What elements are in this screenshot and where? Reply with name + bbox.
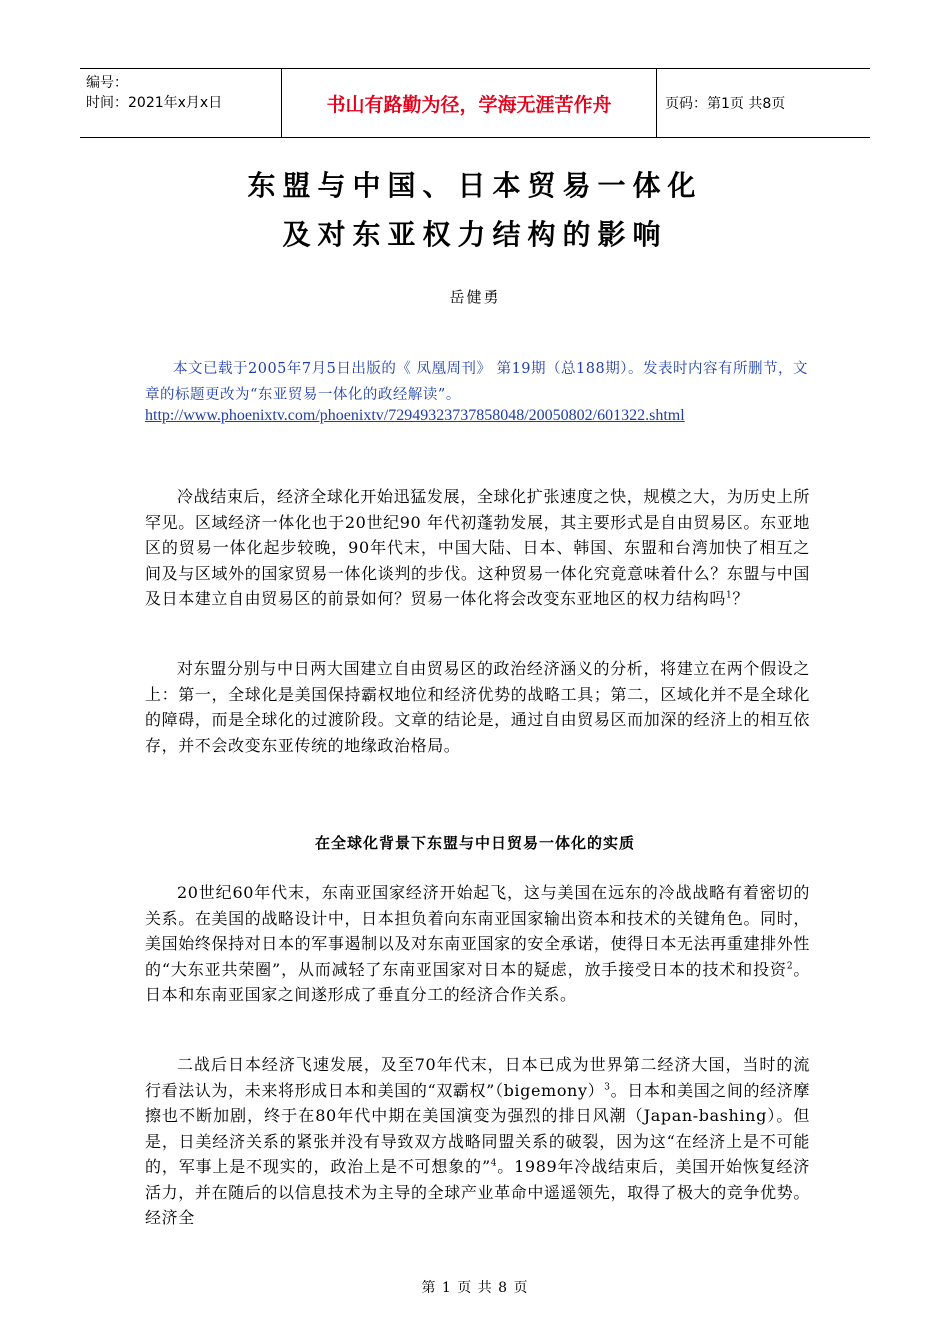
page-header <box>80 68 870 138</box>
paragraph-1-tail: ？ <box>732 589 749 608</box>
paragraph-3 <box>145 880 810 1008</box>
document-title-line2: 及对东亚权力结构的影响 <box>282 218 668 251</box>
paragraph-2: 对东盟分别与中日两大国建立自由贸易区的政治经济涵义的分析，将建立在两个假设之上：第一，全球化是美国保持霸权地位和经济优势的战略工具；第二，区域化并不是全球化的障碍，而是全球化的过渡阶段。文章的结论是，通过自由贸易区而加深的经济上的相互依存，并不会改变东亚传统的地缘政治格局。 <box>145 659 810 755</box>
paragraph-4 <box>145 1052 810 1231</box>
paragraph-3-tail: 。日本和东南亚国家之间遂形成了垂直分工的经济合作关系。 <box>145 959 810 1004</box>
paragraph-1 <box>145 484 810 612</box>
header-motto: 书山有路勤为径，学海无涯苦作舟 <box>281 69 657 137</box>
paragraph-4-part-b: 。日本和美国之间的经济摩擦也不断加剧，终于在80年代中期在美国演变为强烈的排日风潮（Japan-bashing）。但是，日美经济关系的紧张并没有导致双方战略同盟关系的破裂，因为这“在经济上是不可能的，军事上是不现实的，政治上是不可想象的” <box>145 1080 811 1176</box>
footnote-ref-1[interactable]: 1 <box>726 590 733 601</box>
paragraph-1-text: 冷战结束后，经济全球化开始迅猛发展，全球化扩张速度之快，规模之大，为历史上所罕见。区域经济一体化也于20世纪90 年代初蓬勃发展，其主要形式是自由贸易区。东亚地区的贸易一体化起步较晚，90年代末，中国大陆、日本、韩国、东盟和台湾加快了相互之间及与区域外的国家贸易一体化谈判的步伐。这种贸易一体化究竟意味着什么？东盟与中国及日本建立自由贸易区的前景如何？贸易一体化将会改变东亚地区的权力结构吗 <box>145 487 810 608</box>
paragraph-4-part-c: 。1989年冷战结束后，美国开始恢复经济活力，并在随后的以信息技术为主导的全球产业革命中遥遥领先，取得了极大的竞争优势。经济全 <box>145 1157 810 1227</box>
paragraph-3-text: 20世纪60年代末，东南亚国家经济开始起飞，这与美国在远东的冷战战略有着密切的关系。在美国的战略设计中，日本担负着向东南亚国家输出资本和技术的关键角色。同时，美国始终保持对日本的军事遏制以及对东南亚国家的安全承诺，使得日本无法再重建排外性的“大东亚共荣圈”，从而减轻了东南亚国家对日本的疑虑，放手接受日本的技术和投资 <box>145 883 810 979</box>
publication-note: 本文已载于2005年7月5日出版的《 凤凰周刊》 第19期（总188期）。发表时内容有所删节，文章的标题更改为“东亚贸易一体化的政经解读”。 <box>145 361 808 403</box>
footnote-ref-4[interactable]: 4 <box>490 1158 498 1169</box>
source-link[interactable]: http://www.phoenixtv.com/phoenixtv/72949323737858048/20050802/601322.shtml <box>145 407 685 424</box>
paragraph-4-part-a: 二战后日本经济飞速发展，及至70年代末，日本已成为世界第二经济大国，当时的流行看法认为，未来将形成日本和美国的“双霸权”（bigemony） <box>145 1055 810 1100</box>
footnote-ref-2[interactable]: 2 <box>786 961 794 972</box>
section-heading: 在全球化背景下东盟与中日贸易一体化的实质 <box>314 834 635 852</box>
author: 岳健勇 <box>449 288 501 306</box>
page-footer: 第 1 页 共 8 页 <box>421 1280 529 1296</box>
document-title-line1: 东盟与中国、日本贸易一体化 <box>247 169 703 202</box>
header-meta <box>80 69 280 141</box>
number-label: 编号： <box>86 75 128 91</box>
footnote-ref-3[interactable]: 3 <box>604 1082 611 1093</box>
header-page-info: 页码：第1页 共8页 <box>665 96 786 112</box>
date-label: 时间：2021年x月x日 <box>86 95 223 111</box>
